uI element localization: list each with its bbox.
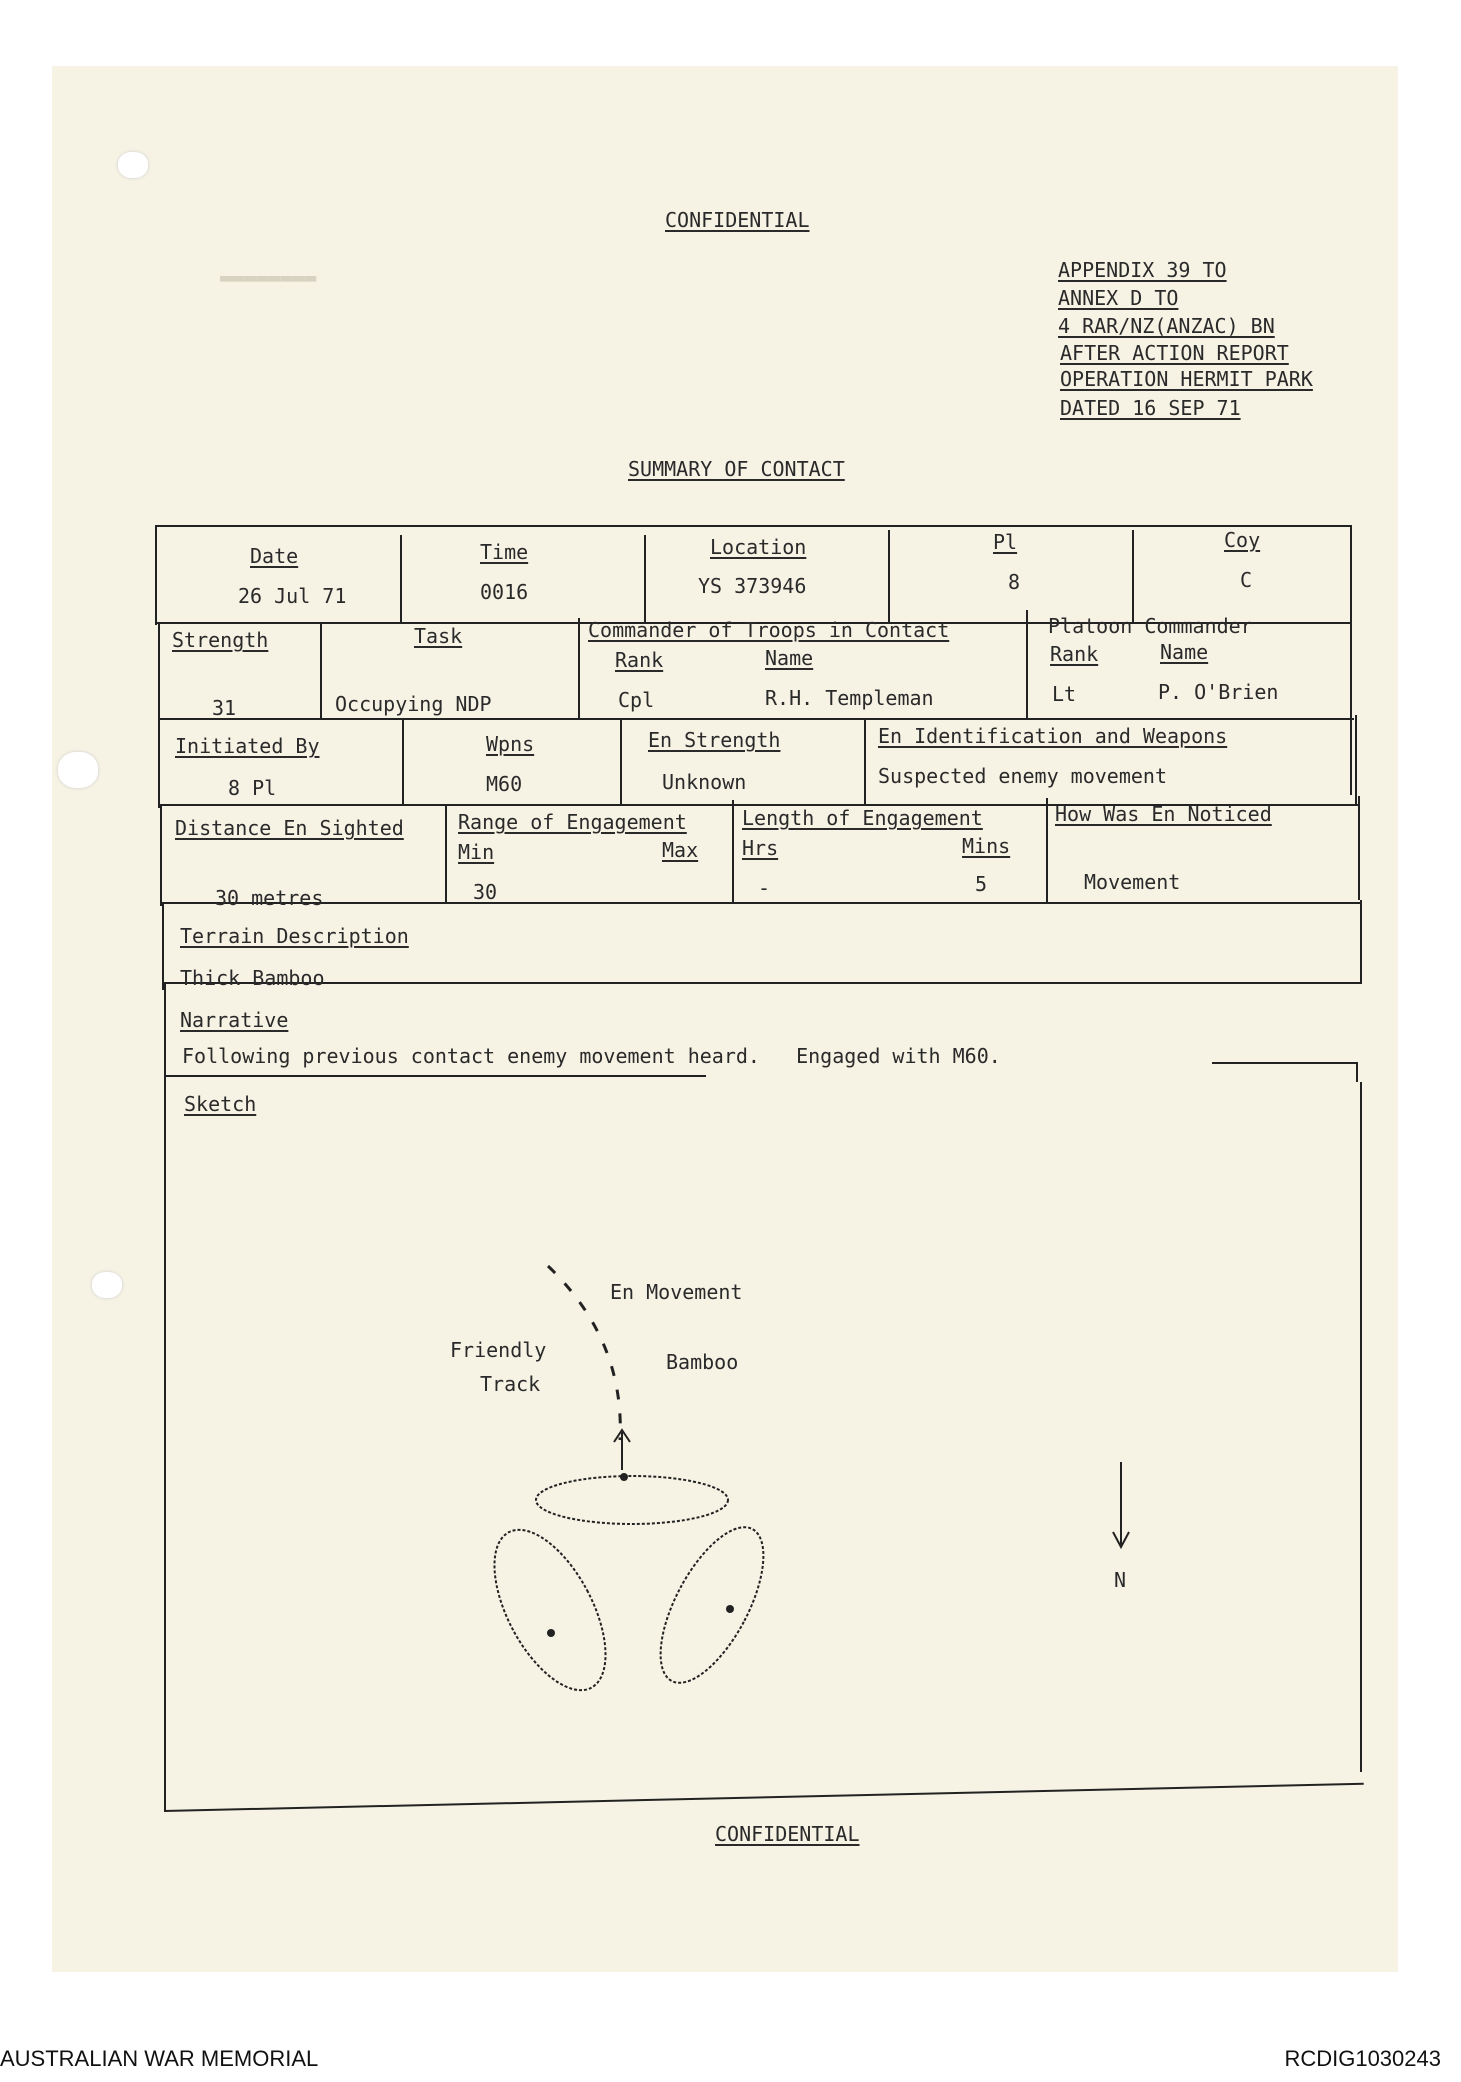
en-ident-label: En Identification and Weapons [878, 724, 1228, 748]
distance-label: Distance En Sighted [175, 816, 404, 840]
cotc-label: Commander of Troops in Contact [588, 618, 950, 642]
task-label: Task [414, 624, 463, 648]
harbour-position-right [640, 1512, 784, 1698]
cotc-name-value: R.H. Templeman [765, 686, 934, 710]
distance-value: 30 metres [215, 886, 324, 910]
north-label: N [1114, 1568, 1127, 1592]
task-value: Occupying NDP [335, 692, 492, 716]
gun-position [620, 1473, 628, 1481]
en-ident-value: Suspected enemy movement [878, 764, 1167, 788]
range-max-label: Max [662, 838, 699, 862]
coy-value: C [1240, 568, 1253, 592]
length-label: Length of Engagement [742, 806, 983, 830]
bleed-through-mark: ▬▬▬▬▬▬▬▬ [220, 265, 317, 289]
plcomd-rank-label: Rank [1050, 642, 1099, 666]
time-label: Time [480, 540, 529, 564]
confidential-bottom: CONFIDENTIAL [715, 1822, 860, 1846]
en-strength-value: Unknown [662, 770, 747, 794]
appendix-line: APPENDIX 39 TO [1058, 258, 1227, 282]
dated-line: DATED 16 SEP 71 [1060, 396, 1241, 420]
harbour-position-left [472, 1513, 629, 1708]
bamboo-label: Bamboo [666, 1350, 739, 1374]
footer-institution: AUSTRALIAN WAR MEMORIAL [0, 2046, 319, 2071]
range-min-label: Min [458, 840, 495, 864]
plcomd-name-value: P. O'Brien [1158, 680, 1279, 704]
length-hrs-value: - [758, 876, 771, 900]
length-mins-label: Mins [962, 834, 1011, 858]
noticed-label: How Was En Noticed [1055, 802, 1272, 826]
terrain-value: Thick Bamboo [180, 966, 325, 990]
location-label: Location [710, 535, 807, 559]
date-label: Date [250, 544, 299, 568]
initiated-value: 8 Pl [228, 776, 277, 800]
time-value: 0016 [480, 580, 529, 604]
strength-label: Strength [172, 628, 269, 652]
en-strength-label: En Strength [648, 728, 781, 752]
length-mins-value: 5 [975, 872, 988, 896]
friendly-label: Friendly [450, 1338, 547, 1362]
north-arrow [1113, 1462, 1129, 1547]
location-value: YS 373946 [698, 574, 807, 598]
strength-value: 31 [212, 696, 237, 720]
sketch-label: Sketch [184, 1092, 257, 1116]
pl-label: Pl [993, 530, 1018, 554]
length-hrs-label: Hrs [742, 836, 779, 860]
terrain-label: Terrain Description [180, 924, 409, 948]
coy-label: Coy [1224, 528, 1261, 552]
report-line: AFTER ACTION REPORT [1060, 341, 1289, 365]
plcomd-name-label: Name [1160, 640, 1209, 664]
gun-position [726, 1605, 734, 1613]
range-min-value: 30 [473, 880, 498, 904]
narrative-label: Narrative [180, 1008, 289, 1032]
cotc-rank-value: Cpl [618, 688, 655, 712]
plcomd-label: Platoon Commander [1048, 614, 1253, 638]
footer-reference: RCDIG1030243 [1284, 2046, 1441, 2071]
plcomd-rank-value: Lt [1052, 682, 1077, 706]
wpns-value: M60 [486, 772, 523, 796]
operation-line: OPERATION HERMIT PARK [1060, 367, 1313, 391]
narrative-value: Following previous contact enemy movement heard. Engaged with M60. [182, 1044, 1001, 1068]
harbour-position-top [536, 1476, 728, 1524]
confidential-top: CONFIDENTIAL [665, 208, 810, 232]
initiated-label: Initiated By [175, 734, 320, 758]
document-title: SUMMARY OF CONTACT [628, 457, 845, 481]
battalion-line: 4 RAR/NZ(ANZAC) BN [1058, 314, 1275, 338]
en-movement-label: En Movement [610, 1280, 743, 1304]
range-label: Range of Engagement [458, 810, 687, 834]
direction-arrow-up [614, 1430, 630, 1470]
cotc-name-label: Name [765, 646, 814, 670]
annex-line: ANNEX D TO [1058, 286, 1179, 310]
cotc-rank-label: Rank [615, 648, 664, 672]
wpns-label: Wpns [486, 732, 535, 756]
gun-position [547, 1629, 555, 1637]
track-label: Track [480, 1372, 541, 1396]
date-value: 26 Jul 71 [238, 584, 347, 608]
noticed-value: Movement [1084, 870, 1181, 894]
pl-value: 8 [1008, 570, 1021, 594]
